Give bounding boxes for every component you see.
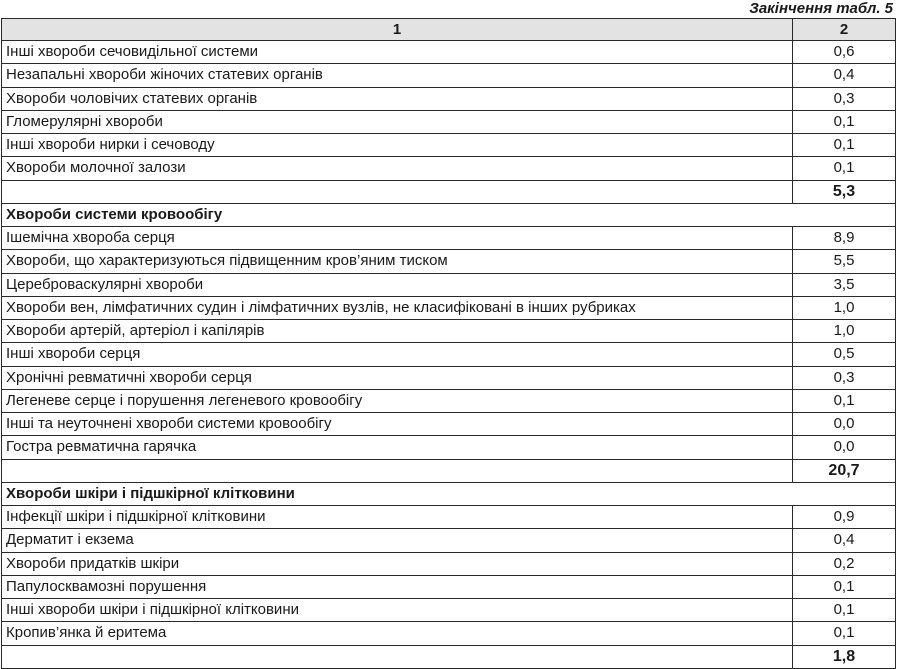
table-body (2, 41, 896, 669)
header-row (2, 19, 896, 41)
table-row (2, 157, 896, 180)
total-row (2, 645, 896, 668)
row-value: 0,1 (793, 134, 896, 157)
row-value: 0,1 (793, 157, 896, 180)
row-value: 0,6 (793, 41, 896, 64)
table-row (2, 273, 896, 296)
row-value: 5,5 (793, 250, 896, 273)
header-col-1: 1 (2, 19, 793, 41)
row-value: 3,5 (793, 273, 896, 296)
row-value: 0,9 (793, 506, 896, 529)
row-label: Легеневе серце і порушення легеневого кровообігу (2, 389, 793, 412)
subtotal-value: 20,7 (793, 459, 896, 482)
row-label: Інші хвороби сечовидільної системи (2, 41, 793, 64)
table-row (2, 41, 896, 64)
row-label: Гостра ревматична гарячка (2, 436, 793, 459)
row-value: 0,3 (793, 366, 896, 389)
table-row (2, 413, 896, 436)
row-label: Хвороби, що характеризуються підвищенним кров’яним тиском (2, 250, 793, 273)
row-label: Хвороби придатків шкіри (2, 552, 793, 575)
table-row (2, 343, 896, 366)
row-value: 0,4 (793, 529, 896, 552)
table-row (2, 250, 896, 273)
table-row (2, 134, 896, 157)
row-label: Хвороби вен, лімфатичних судин і лімфатичних вузлів, не класифіковані в інших рубриках (2, 296, 793, 319)
row-value: 0,1 (793, 389, 896, 412)
row-value: 0,2 (793, 552, 896, 575)
row-label: Інші хвороби серця (2, 343, 793, 366)
table-row (2, 599, 896, 622)
table-row (2, 436, 896, 459)
row-value: 0,0 (793, 413, 896, 436)
row-value: 0,4 (793, 64, 896, 87)
row-value: 0,1 (793, 575, 896, 598)
row-value: 1,0 (793, 296, 896, 319)
row-label: Інші та неуточнені хвороби системи кровообігу (2, 413, 793, 436)
row-label (2, 180, 793, 203)
header-col-2: 2 (793, 19, 896, 41)
section-title: Хвороби системи кровообігу (2, 203, 896, 226)
section-title: Хвороби шкіри і підшкірної клітковини (2, 482, 896, 505)
total-row (2, 180, 896, 203)
row-label: Хвороби чоловічих статевих органів (2, 87, 793, 110)
row-label: Ішемічна хвороба серця (2, 227, 793, 250)
row-label: Папулосквамозні порушення (2, 575, 793, 598)
row-value: 0,1 (793, 110, 896, 133)
row-value: 0,1 (793, 599, 896, 622)
total-row (2, 459, 896, 482)
row-label: Інші хвороби шкіри і підшкірної клітковини (2, 599, 793, 622)
table-row (2, 506, 896, 529)
row-label (2, 459, 793, 482)
disease-table (1, 18, 896, 669)
table-row (2, 529, 896, 552)
section-row (2, 482, 896, 505)
table-row (2, 64, 896, 87)
row-label: Незапальні хвороби жіночих статевих органів (2, 64, 793, 87)
row-label: Кропив’янка й еритема (2, 622, 793, 645)
row-value: 1,0 (793, 320, 896, 343)
row-label: Цереброваскулярні хвороби (2, 273, 793, 296)
table-row (2, 87, 896, 110)
table-row (2, 366, 896, 389)
row-label: Хвороби молочної залози (2, 157, 793, 180)
table-row (2, 320, 896, 343)
table-row (2, 110, 896, 133)
row-label: Хвороби артерій, артеріол і капілярів (2, 320, 793, 343)
section-row (2, 203, 896, 226)
row-value: 0,1 (793, 622, 896, 645)
row-value: 8,9 (793, 227, 896, 250)
subtotal-value: 5,3 (793, 180, 896, 203)
subtotal-value: 1,8 (793, 645, 896, 668)
row-value: 0,5 (793, 343, 896, 366)
row-label: Інфекції шкіри і підшкірної клітковини (2, 506, 793, 529)
table-row (2, 389, 896, 412)
table-row (2, 552, 896, 575)
row-label: Інші хвороби нирки і сечоводу (2, 134, 793, 157)
row-label: Гломерулярні хвороби (2, 110, 793, 133)
table-row (2, 227, 896, 250)
table-row (2, 296, 896, 319)
table-row (2, 622, 896, 645)
row-value: 0,3 (793, 87, 896, 110)
row-value: 0,0 (793, 436, 896, 459)
row-label (2, 645, 793, 668)
row-label: Дерматит і екзема (2, 529, 793, 552)
row-label: Хронічні ревматичні хвороби серця (2, 366, 793, 389)
table-caption: Закінчення табл. 5 (749, 0, 893, 17)
table-row (2, 575, 896, 598)
